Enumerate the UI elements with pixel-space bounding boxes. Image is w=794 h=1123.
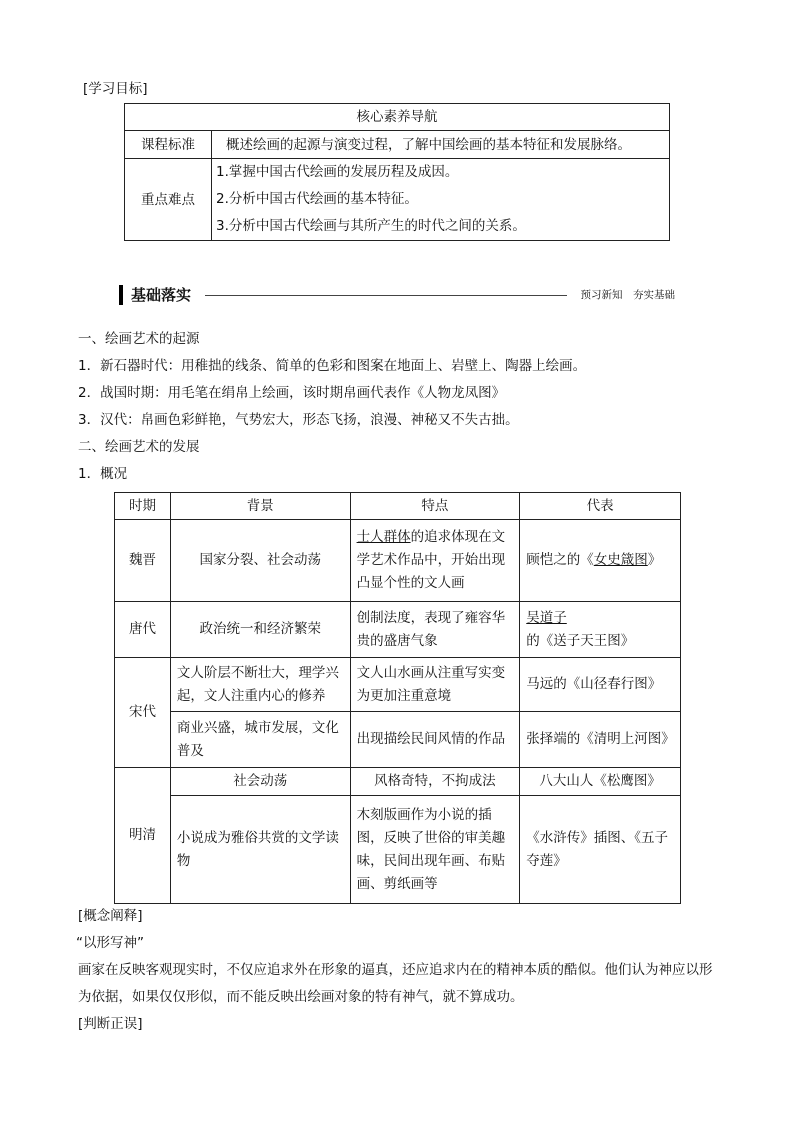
- underlined-term: 吴道子: [526, 609, 567, 626]
- section-title: 基础落实: [131, 286, 192, 304]
- development-subheading: 1．概况: [78, 466, 128, 482]
- concept-label: [概念阐释]: [78, 908, 143, 924]
- rep-text: 》: [647, 552, 662, 568]
- feature-text: 的追求体现在文学艺术作品中，开始出现凸显个性的文人画: [356, 529, 506, 591]
- header-representative: 代表: [520, 493, 681, 520]
- representative-cell: 张择端的《清明上河图》: [520, 712, 681, 768]
- representative-cell: 八大山人《松鹰图》: [520, 768, 681, 796]
- representative-cell: 《水浒传》插图、《五子夺莲》: [520, 796, 681, 904]
- period-mingqing: 明清: [115, 768, 171, 904]
- learning-goals-label: [学习目标]: [83, 81, 148, 97]
- curriculum-standard-text: 概述绘画的起源与演变过程，了解中国绘画的基本特征和发展脉络。: [212, 131, 670, 159]
- feature-cell: 创制法度，表现了雍容华贵的盛唐气象: [350, 602, 520, 658]
- representative-cell: [520, 602, 681, 658]
- core-literacy-header: 核心素养导航: [125, 104, 670, 131]
- key-difficulty-item: 1.掌握中国古代绘画的发展历程及成因。: [216, 164, 459, 180]
- origin-item: 2．战国时期：用毛笔在绢帛上绘画，该时期帛画代表作《人物龙凤图》: [78, 385, 506, 401]
- period-weijin: 魏晋: [115, 520, 171, 602]
- rep-text: 的《送子天王图》: [526, 632, 635, 649]
- representative-cell: [520, 520, 681, 602]
- background-cell: 国家分裂、社会动荡: [170, 520, 350, 602]
- header-background: 背景: [170, 493, 350, 520]
- curriculum-standard-label: 课程标准: [125, 131, 212, 159]
- underlined-term: 士人群体: [356, 529, 411, 545]
- section-subtitle: 预习新知 夯实基础: [580, 289, 675, 301]
- feature-cell: 风格奇特，不拘成法: [350, 768, 520, 796]
- core-literacy-table: [124, 103, 670, 241]
- judge-label: [判断正误]: [78, 1016, 143, 1032]
- origin-item: 1．新石器时代：用稚拙的线条、简单的色彩和图案在地面上、岩壁上、陶器上绘画。: [78, 358, 587, 374]
- section-banner: [119, 285, 675, 307]
- banner-divider: [205, 295, 567, 296]
- background-cell: 社会动荡: [170, 768, 350, 796]
- feature-cell: 木刻版画作为小说的插图，反映了世俗的审美趣味，民间出现年画、布贴画、剪纸画等: [350, 796, 520, 904]
- period-tang: 唐代: [115, 602, 171, 658]
- key-difficulty-item: 3.分析中国古代绘画与其所产生的时代之间的关系。: [216, 218, 526, 234]
- background-cell: 文人阶层不断壮大，理学兴起，文人注重内心的修养: [170, 658, 350, 712]
- feature-cell: 文人山水画从注重写实变为更加注重意境: [350, 658, 520, 712]
- period-song: 宋代: [115, 658, 171, 768]
- painting-development-table: [114, 492, 681, 904]
- background-cell: 小说成为雅俗共赏的文学读物: [170, 796, 350, 904]
- key-difficulty-label: 重点难点: [125, 159, 212, 241]
- rep-text: 顾恺之的《: [526, 552, 594, 568]
- origin-item: 3．汉代：帛画色彩鲜艳，气势宏大，形态飞扬，浪漫、神秘又不失古拙。: [78, 412, 519, 428]
- underlined-term: 女史箴图: [593, 552, 648, 568]
- key-difficulty-item: 2.分析中国古代绘画的基本特征。: [216, 191, 418, 207]
- development-heading: 二、绘画艺术的发展: [78, 439, 200, 455]
- feature-cell: 出现描绘民间风情的作品: [350, 712, 520, 768]
- header-period: 时期: [115, 493, 171, 520]
- key-difficulty-list: [212, 159, 670, 241]
- banner-bar: [119, 285, 123, 305]
- concept-term: “以形写神”: [76, 935, 144, 951]
- concept-text: 画家在反映客观现实时，不仅应追求外在形象的逼真，还应追求内在的精神本质的酷似。他们认为神应以形为依据，如果仅仅形似，而不能反映出绘画对象的特有神气，就不算成功。: [78, 962, 713, 1005]
- representative-cell: 马远的《山径春行图》: [520, 658, 681, 712]
- background-cell: 商业兴盛，城市发展，文化普及: [170, 712, 350, 768]
- origin-heading: 一、绘画艺术的起源: [78, 331, 200, 347]
- background-cell: 政治统一和经济繁荣: [170, 602, 350, 658]
- header-feature: 特点: [350, 493, 520, 520]
- feature-cell: [350, 520, 520, 602]
